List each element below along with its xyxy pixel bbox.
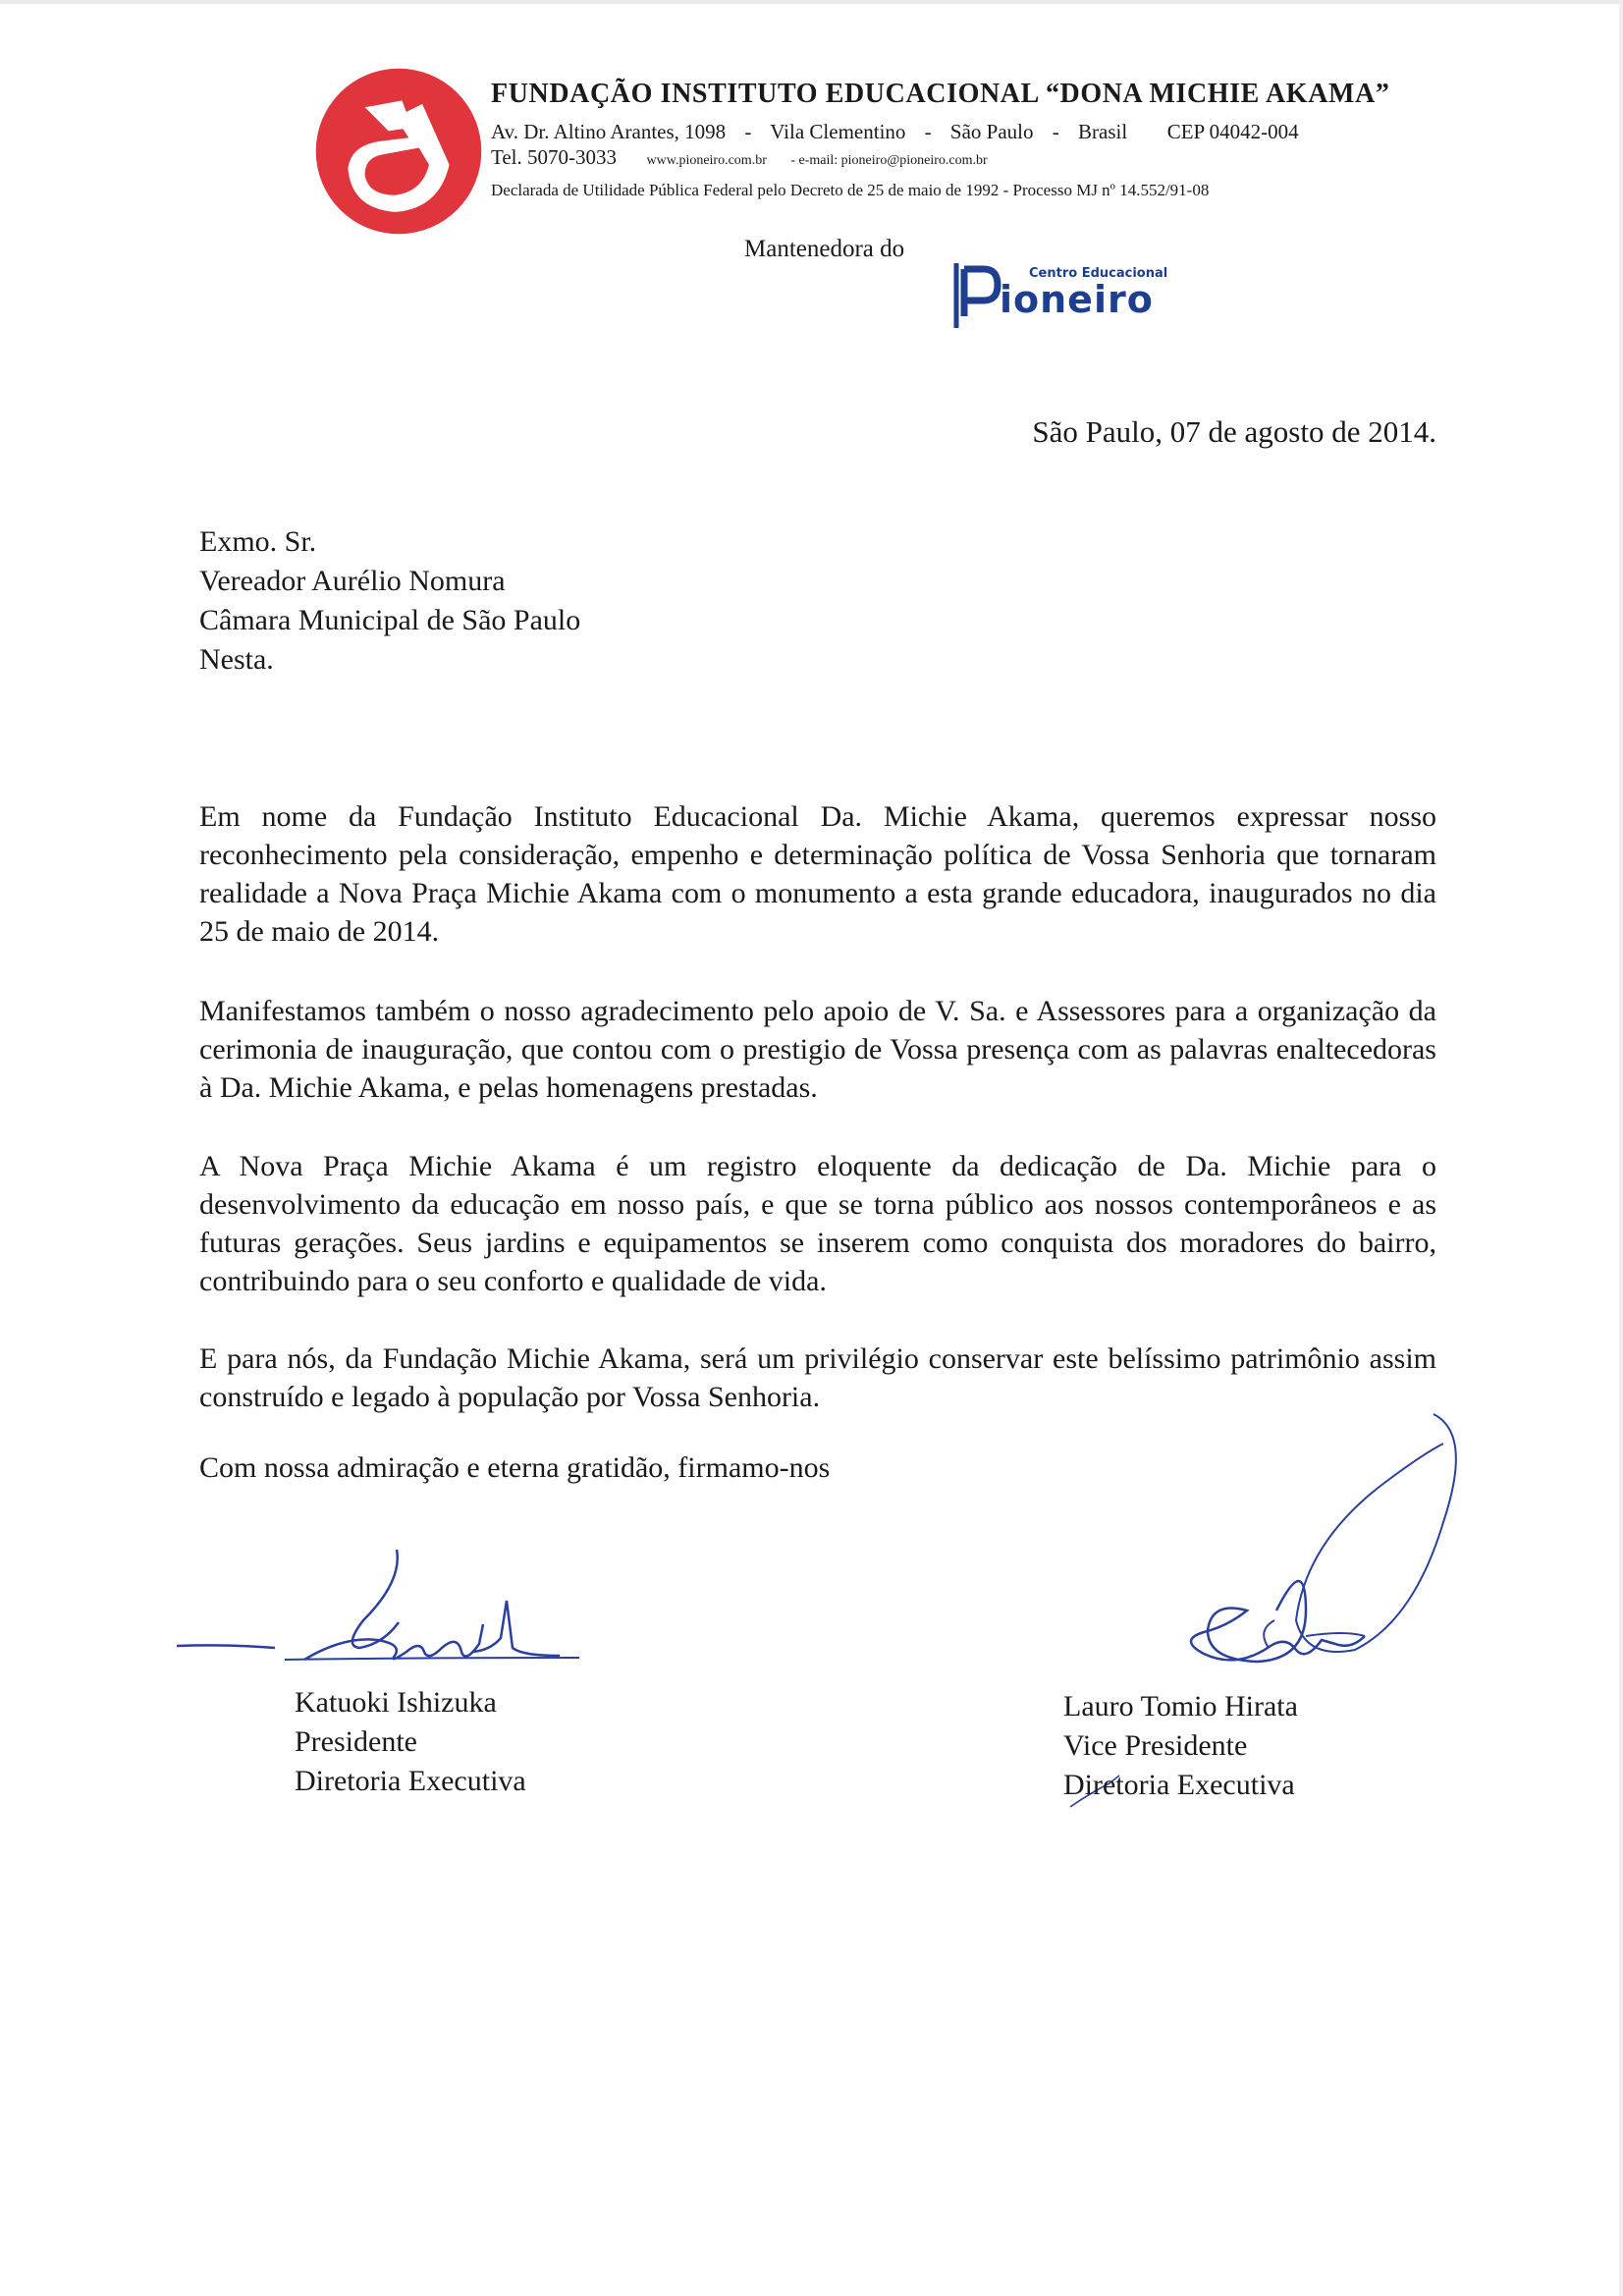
addressee-line: Nesta. (199, 643, 274, 676)
signer-block-president (295, 1683, 526, 1801)
paragraph: Manifestamos também o nosso agradecimento pelo apoio de V. Sa. e Assessores para a organização da cerimonia de inauguração, que contou com o prestigio de Vossa presença com as palavras enaltecedoras à Da. Michie Akama, e pelas homenagens prestadas. (199, 995, 1436, 1104)
signer-name: Lauro Tomio Hirata (1063, 1690, 1298, 1722)
scan-edge (1619, 0, 1623, 2296)
signature-president (167, 1542, 589, 1679)
address-line: Av. Dr. Altino Arantes, 1098 - Vila Clementino - São Paulo - Brasil CEP 04042-004 (491, 120, 1299, 143)
district: Vila Clementino (770, 120, 906, 143)
addressee-line: Exmo. Sr. (199, 525, 317, 558)
city: São Paulo (949, 120, 1034, 143)
paragraph: Em nome da Fundação Instituto Educacional Da. Michie Akama, queremos expressar nosso reconhecimento pela consideração, empenho e determinação política de Vossa Senhoria que tornaram realidade a Nova Praça Michie Akama com o monumento a esta grande educadora, inaugurados no dia 25 de maio de 2014. (199, 800, 1436, 948)
signer-name: Katuoki Ishizuka (295, 1686, 497, 1719)
signer-board: Diretoria Executiva (1063, 1769, 1295, 1801)
maintainer-label: Mantenedora do (744, 236, 905, 262)
paragraph: A Nova Praça Michie Akama é um registro eloquente da dedicação de Da. Michie para o desenvolvimento da educação em nosso país, e que se torna público aos nossos contemporâneos e as futuras gerações. Seus jardins e equipamentos se inserem como conquista dos moradores do bairro, contribuindo para o seu conforto e qualidade de vida. (199, 1150, 1436, 1297)
signer-role: Presidente (295, 1725, 417, 1758)
country: Brasil (1078, 120, 1128, 143)
addressee-block (199, 522, 580, 680)
signer-board: Diretoria Executiva (295, 1765, 526, 1797)
signer-block-vice-president (1063, 1687, 1298, 1805)
scan-edge (0, 0, 1623, 4)
website: www.pioneiro.com.br (646, 153, 767, 168)
street: Av. Dr. Altino Arantes, 1098 (491, 120, 727, 143)
addressee-line: Vereador Aurélio Nomura (199, 565, 506, 597)
organization-name: FUNDAÇÃO INSTITUTO EDUCACIONAL “DONA MICHIE AKAMA” (491, 79, 1390, 109)
contact-line (491, 145, 988, 170)
email: - e-mail: pioneiro@pioneiro.com.br (790, 153, 988, 168)
pioneiro-wordmark: ioneiro (1000, 278, 1154, 321)
declaration: Declarada de Utilidade Pública Federal pelo Decreto de 25 de maio de 1992 - Processo MJ nº 14.552/91-08 (491, 181, 1210, 199)
cep: CEP 04042-004 (1166, 120, 1299, 143)
telephone: Tel. 5070-3033 (491, 145, 618, 169)
pioneiro-logo (950, 257, 1196, 334)
paragraph: E para nós, da Fundação Michie Akama, será um privilégio conservar este belíssimo patrimônio assim construído e legado à população por Vossa Senhoria. (199, 1342, 1436, 1413)
pioneiro-subtitle: Centro Educacional (1029, 266, 1168, 281)
signer-role: Vice Presidente (1063, 1729, 1248, 1762)
addressee-line: Câmara Municipal de São Paulo (199, 604, 581, 636)
letter-date: São Paulo, 07 de agosto de 2014. (1032, 414, 1436, 449)
foundation-logo (314, 67, 483, 236)
closing-line: Com nossa admiração e eterna gratidão, firmamo-nos (199, 1451, 831, 1484)
